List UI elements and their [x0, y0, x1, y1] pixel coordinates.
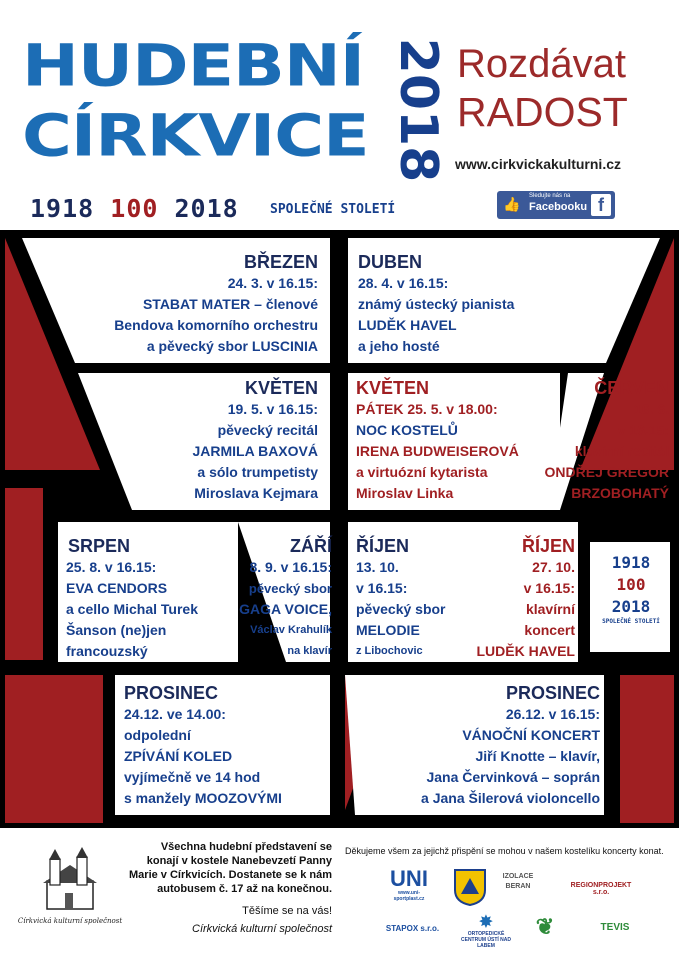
event-line: klavírní recitál — [574, 443, 669, 459]
event-kveten-1 — [140, 378, 318, 504]
event-prosinec-1 — [124, 683, 324, 809]
month-label: PROSINEC — [505, 683, 600, 703]
event-line: NOC KOSTELŮ — [356, 422, 458, 438]
website-link[interactable]: www.cirkvickakulturni.cz — [455, 156, 621, 172]
month-label: SRPEN — [68, 536, 131, 556]
year-100: 100 — [110, 194, 159, 223]
slogan-line2: RADOST — [457, 89, 628, 135]
event-line: Bendova komorního orchestru — [114, 317, 318, 333]
event-line: 24. 3. v 16.15: — [227, 275, 318, 291]
thumbs-up-icon: 👍 — [503, 196, 521, 212]
event-line: ONDŘEJ GREGOR — [544, 464, 669, 480]
event-line: z Libochovic — [356, 645, 423, 657]
event-line: Šanson (ne)jen — [66, 622, 167, 638]
sponsor-logo-ortopedie: ✸ ORTOPEDICKÉ CENTRUM ÚSTÍ NAD LABEM — [461, 914, 511, 949]
event-line: GAGA VOICE, — [239, 601, 332, 617]
event-line: LUDĚK HAVEL — [476, 643, 575, 659]
event-line: PÁTEK 25. 5. v 18.00: — [356, 401, 498, 417]
event-line: v 16.15: — [523, 580, 575, 596]
event-line: Jana Červinková – soprán — [426, 769, 600, 785]
month-label: BŘEZEN — [243, 252, 318, 272]
info-line: autobusem č. 17 až na konečnou. — [157, 883, 332, 895]
event-kveten-2 — [356, 378, 556, 504]
month-label: ČERVEN — [594, 378, 669, 398]
event-line: a sólo trumpetisty — [197, 464, 318, 480]
event-duben — [358, 252, 588, 357]
sponsor-logo-izolace: IZOLACE BERAN — [502, 873, 534, 890]
event-line: v 16.15: — [356, 580, 408, 596]
event-line: 25. 8. v 16.15: — [66, 559, 157, 575]
event-line: 13. 10. — [356, 559, 399, 575]
event-line: známý ústecký pianista — [358, 296, 515, 312]
event-line: 16. 6. — [633, 401, 669, 417]
event-brezen — [100, 252, 318, 357]
month-label: KVĚTEN — [356, 378, 430, 398]
month-label: DUBEN — [358, 252, 423, 272]
month-label: ŘÍJEN — [356, 536, 410, 556]
event-line: LUDĚK HAVEL — [358, 317, 457, 333]
svg-text:Církvická kulturní společnost: Církvická kulturní společnost — [17, 917, 123, 925]
event-line: 8. 9. v 16.15: — [249, 559, 332, 575]
facebook-small-label: Sledujte nás na — [529, 193, 571, 199]
spolecne-stoleti: SPOLEČNÉ STOLETÍ — [270, 202, 396, 217]
info-line: Všechna hudební představení se — [160, 841, 332, 853]
venue-info — [120, 840, 332, 936]
sponsor-logo-regionprojekt: REGIONPROJEKT s.r.o. — [570, 882, 632, 896]
event-line: Miroslava Kejmara — [194, 485, 318, 501]
event-line: pěvecký recitál — [217, 422, 318, 438]
event-cerven — [535, 378, 669, 504]
event-line: odpolední — [124, 727, 191, 743]
month-label: PROSINEC — [124, 683, 219, 703]
month-label: KVĚTEN — [244, 378, 318, 398]
info-line: konají v kostele Nanebevzetí Panny — [146, 855, 332, 867]
event-line: IRENA BUDWEISEROVÁ — [356, 443, 519, 459]
facebook-icon: f — [591, 194, 611, 216]
church-logo — [17, 845, 123, 930]
event-line: v 16.15: — [617, 422, 669, 438]
event-line: MELODIE — [356, 622, 420, 638]
event-zari — [232, 536, 332, 662]
title-line2: CÍRKVICE — [22, 102, 369, 171]
event-line: ZPÍVÁNÍ KOLED — [124, 748, 233, 764]
event-line: 28. 4. v 16.15: — [358, 275, 449, 291]
info-line: Marie v Církvicích. Dostanete se k nám — [129, 869, 332, 881]
event-line: STABAT MATER – členové — [142, 296, 318, 312]
event-line: 27. 10. — [532, 559, 575, 575]
facebook-button[interactable] — [497, 191, 615, 219]
event-line: koncert — [524, 622, 575, 638]
year-1918: 1918 — [30, 194, 95, 223]
event-line: EVA CENDORS — [66, 580, 168, 596]
sponsor-logo-crest — [453, 868, 487, 906]
event-line: vyjímečně ve 14 hod — [124, 769, 261, 785]
event-line: BRZOBOHATÝ — [571, 485, 669, 501]
event-line: 24.12. ve 14.00: — [124, 706, 226, 722]
badge-label: SPOLEČNÉ STOLETÍ — [602, 618, 660, 625]
event-line: Václav Krahulík — [250, 624, 332, 636]
sponsor-logo-tevis: TEVIS — [600, 922, 630, 933]
event-rijen-2 — [460, 536, 575, 662]
month-label: ŘÍJEN — [521, 536, 575, 556]
event-line: a jeho hosté — [358, 338, 440, 354]
event-line: a virtuózní kytarista — [356, 464, 488, 480]
sponsor-logo-stapox: STAPOX s.r.o. — [385, 924, 440, 933]
event-line: a Jana Šilerová violoncello — [421, 790, 600, 806]
event-line: s manžely MOOZOVÝMI — [124, 790, 282, 806]
event-line: a pěvecký sbor LUSCINIA — [146, 338, 318, 354]
event-line: pěvecký sbor — [356, 601, 446, 617]
event-line: 19. 5. v 16.15: — [227, 401, 318, 417]
badge-year-2018: 2018 — [611, 597, 651, 616]
event-srpen — [66, 536, 236, 662]
years-row — [30, 194, 239, 223]
slogan-line1: Rozdávat — [457, 42, 626, 86]
badge-year-1918: 1918 — [611, 553, 651, 572]
event-line: VÁNOČNÍ KONCERT — [462, 727, 600, 743]
event-line: Miroslav Linka — [356, 485, 454, 501]
event-line: klavírní — [525, 601, 575, 617]
event-line: na klavír — [287, 645, 332, 657]
event-line: 26.12. v 16.15: — [505, 706, 600, 722]
sponsor-logo-leaf: ❦ — [535, 914, 555, 939]
event-line: a cello Michal Turek — [66, 601, 199, 617]
badge-year-100: 100 — [616, 575, 646, 594]
event-line: Jiří Knotte – klavír, — [475, 748, 600, 764]
facebook-label: Facebooku — [529, 201, 588, 213]
event-line: pěvecký sbor — [248, 581, 332, 596]
event-rijen-1 — [356, 536, 476, 662]
sponsor-logo-uni: UNI www.uni-sportplast.cz — [390, 866, 428, 902]
signature: Církvická kulturní společnost — [192, 923, 332, 935]
event-line: JARMILA BAXOVÁ — [192, 443, 318, 459]
thanks-text: Děkujeme všem za jejichž přispění se mohou v našem kostelíku koncerty konat. — [345, 846, 664, 856]
event-prosinec-2 — [360, 683, 600, 809]
year-2018: 2018 — [174, 194, 239, 223]
month-label: ZÁŘÍ — [290, 536, 332, 556]
year-vertical — [385, 35, 448, 185]
svg-text:2018: 2018 — [388, 37, 448, 183]
title-line1: HUDEBNÍ — [22, 32, 365, 101]
greeting: Těšíme se na vás! — [242, 905, 332, 917]
event-line: francouzský — [66, 643, 148, 659]
centenary-badge — [592, 552, 670, 625]
